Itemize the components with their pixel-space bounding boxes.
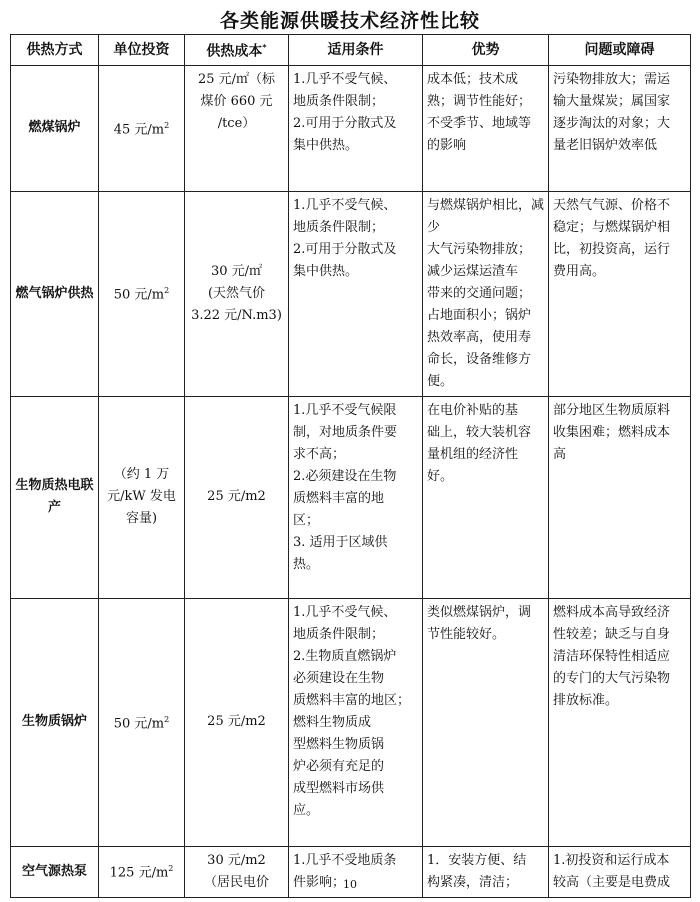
cell-line: 类似燃煤锅炉，调 — [427, 604, 532, 620]
row-advantages-cell — [423, 598, 549, 846]
cell-line: 燃料成本高导致经济 — [553, 604, 671, 620]
cell-line: 炉必须有充足的 — [293, 758, 385, 774]
cell-line: 的专门的大气污染物 — [553, 670, 671, 686]
comparison-table — [10, 34, 691, 898]
row-cost-cell — [185, 598, 289, 846]
cell-line: 质燃料丰富的地区； — [293, 692, 411, 708]
cell-line: 热。 — [293, 556, 320, 572]
table-row — [11, 598, 691, 846]
page-number: 10 — [343, 878, 357, 891]
row-problems-cell — [549, 191, 691, 396]
cell-line: 应。 — [293, 802, 320, 818]
cell-line: 量机组的经济性 — [427, 446, 519, 462]
cell-line: 的影响 — [427, 137, 467, 153]
cell-line: 在电价补贴的基 — [427, 402, 519, 418]
cell-line: 3. 适用于区域供 — [293, 534, 388, 550]
cell-line: 比，初投资高，运行 — [553, 241, 671, 257]
cell-line: 25 元/m2 — [207, 714, 266, 730]
row-advantages-cell — [423, 65, 549, 191]
cell-line: 地质条件限制； — [293, 626, 385, 642]
cell-line: 费用高。 — [553, 263, 606, 279]
cell-line: 成型燃料市场供 — [293, 780, 385, 796]
cell-line: 2.必须建设在生物 — [293, 468, 397, 484]
row-method-cell: 空气源热泵 — [11, 846, 99, 897]
cell-line: 污染物排放大；需运 — [553, 71, 671, 87]
cell-line: （居民电价 — [203, 874, 269, 890]
cell-line: 占地面积小；锅炉 — [427, 307, 532, 323]
row-conditions-cell — [289, 65, 423, 191]
cell-line: 逐步淘汰的对象；大 — [553, 115, 671, 131]
row-method-cell: 生物质锅炉 — [11, 598, 99, 846]
cell-line: 必须建设在生物 — [293, 670, 385, 686]
cell-line: (天然气价 — [207, 285, 266, 301]
cell-line: 25 元/㎡（标 — [197, 71, 276, 87]
cell-line: 构紧凑，清洁； — [427, 874, 519, 890]
header-method: 供热方式 — [11, 35, 99, 66]
cell-line: 大气污染物排放； — [427, 241, 532, 257]
header-cost: 供热成本* — [185, 35, 289, 66]
header-problems: 问题或障碍 — [549, 35, 691, 66]
cell-line: 收集困难；燃料成本 — [553, 424, 671, 440]
cell-line: 2.生物质直燃锅炉 — [293, 648, 397, 664]
row-method-cell: 燃煤锅炉 — [11, 65, 99, 191]
cell-line: 3.22 元/N.m3) — [191, 307, 282, 323]
cell-line: 制，对地质条件要 — [293, 424, 398, 440]
cell-line: 1.几乎不受气候、 — [293, 197, 397, 213]
cell-line: 命长，设备维修方 — [427, 351, 532, 367]
cell-line: 础上，较大装机容 — [427, 424, 532, 440]
cell-line: 25 元/m2 — [207, 489, 266, 505]
cell-line: 1.几乎不受气候限 — [293, 402, 397, 418]
cell-line: 热效率高，使用寿 — [427, 329, 532, 345]
table-row — [11, 65, 691, 191]
cell-line: 1.几乎不受气候、 — [293, 604, 397, 620]
cell-line: 高 — [553, 446, 567, 462]
row-cost-cell — [185, 65, 289, 191]
cell-line: 集中供热。 — [293, 263, 359, 279]
cell-line: 1.几乎不受地质条 — [293, 852, 397, 868]
cell-line: 1.几乎不受气候、 — [293, 71, 397, 87]
row-investment-cell: 125 元$/m^2$ — [99, 846, 185, 897]
cell-line: 集中供热。 — [293, 137, 359, 153]
cell-line: 与燃煤锅炉相比，减少 — [427, 197, 545, 235]
row-method-cell: 燃气锅炉供热 — [11, 191, 99, 396]
page-title: 各类能源供暖技术经济性比较 — [219, 10, 480, 32]
row-cost-cell — [185, 191, 289, 396]
cell-line: 地质条件限制； — [293, 219, 385, 235]
cell-line: 30 元/㎡ — [210, 263, 263, 279]
cell-line: 煤价 660 元 — [200, 93, 273, 109]
row-conditions-cell — [289, 396, 423, 598]
cell-line: 1．安装方便、结 — [427, 852, 527, 868]
row-conditions-cell — [289, 598, 423, 846]
cell-line: 质燃料丰富的地 — [293, 490, 385, 506]
cell-line: 成本低；技术成 — [427, 71, 519, 87]
cell-line: 量老旧锅炉效率低 — [553, 137, 658, 153]
cell-line: 求不高； — [293, 446, 346, 462]
cell-line: 地质条件限制； — [293, 93, 385, 109]
row-investment-cell: 50 元$/m^2$ — [99, 598, 185, 846]
row-cost-cell — [185, 396, 289, 598]
cell-line: 2.可用于分散式及 — [293, 115, 397, 131]
header-advantages: 优势 — [423, 35, 549, 66]
row-investment-cell: 45 元$/m^2$ — [99, 65, 185, 191]
cell-line: 性较差；缺乏与自身 — [553, 626, 671, 642]
row-method-cell: 生物质热电联产 — [11, 396, 99, 598]
cell-line: 熟；调节性能好； — [427, 93, 532, 109]
cell-line: 型燃料生物质锅 — [293, 736, 385, 752]
cell-line: 输大量煤炭；属国家 — [553, 93, 671, 109]
header-conditions: 适用条件 — [289, 35, 423, 66]
row-problems-cell — [549, 598, 691, 846]
cell-line: 燃料生物质成 — [293, 714, 372, 730]
cell-line: 天然气气源、价格不 — [553, 197, 671, 213]
table-row — [11, 396, 691, 598]
row-investment-cell: 50 元$/m^2$ — [99, 191, 185, 396]
cell-line: 2.可用于分散式及 — [293, 241, 397, 257]
cell-line: /tce） — [217, 115, 256, 131]
cell-line: 区； — [293, 512, 320, 528]
row-problems-cell — [549, 65, 691, 191]
cell-line: 较高（主要是电费成 — [553, 874, 671, 890]
cell-line: 30 元/m2 — [207, 852, 266, 868]
cell-line: 好。 — [427, 468, 454, 484]
table-row — [11, 191, 691, 396]
row-problems-cell — [549, 396, 691, 598]
cell-line: 部分地区生物质原料 — [553, 402, 671, 418]
cell-line: 便。 — [427, 373, 454, 389]
cell-line: 1.初投资和运行成本 — [553, 852, 670, 868]
cell-line: 节性能较好。 — [427, 626, 506, 642]
row-advantages-cell — [423, 191, 549, 396]
cell-line: 排放标准。 — [553, 692, 619, 708]
cell-line: 减少运煤运渣车 — [427, 263, 519, 279]
header-row — [11, 35, 691, 66]
row-investment-cell: （约 1 万元/kW 发电容量) — [99, 396, 185, 598]
cell-line: 带来的交通问题； — [427, 285, 532, 301]
cell-line: 件影响； — [293, 874, 346, 890]
cell-line: 不受季节、地域等 — [427, 115, 532, 131]
header-investment: 单位投资 — [99, 35, 185, 66]
row-advantages-cell — [423, 396, 549, 598]
cell-line: 清洁环保特性相适应 — [553, 648, 671, 664]
row-conditions-cell — [289, 191, 423, 396]
cell-line: 稳定；与燃煤锅炉相 — [553, 219, 671, 235]
